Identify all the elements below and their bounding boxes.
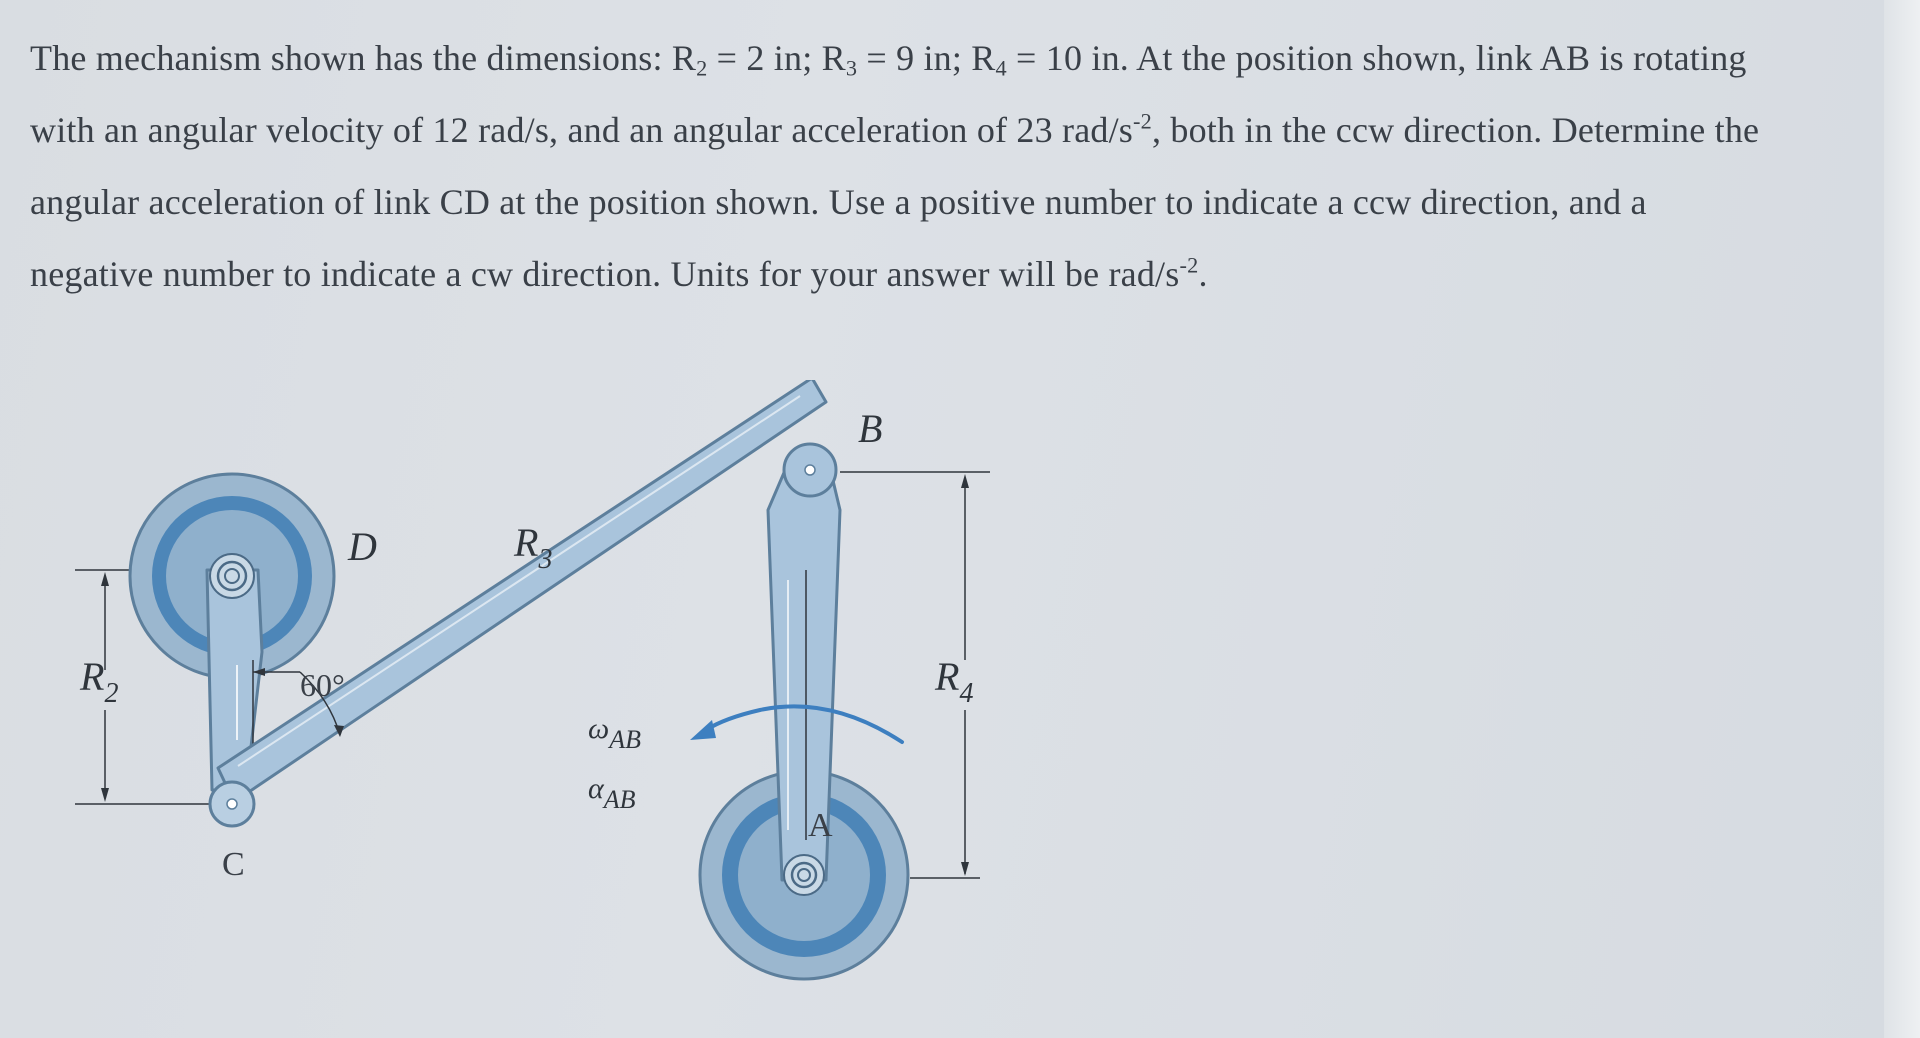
label-b: B [858,406,883,451]
label-c: C [222,846,245,883]
label-omega-ab: ωAB [588,712,641,754]
screen-edge [1884,0,1920,1038]
pivot-d [210,554,254,598]
subscript: 2 [696,55,708,81]
superscript: -2 [1179,252,1199,278]
label-d: D [348,524,377,569]
label-r2: $R_2$ [80,654,119,709]
problem-text: = 9 in; R [857,38,996,78]
pivot-a [784,855,824,895]
problem-text: negative number to indicate a cw direction. Units for your answer will be rad/s [30,254,1180,294]
problem-line-2 [30,94,1880,166]
label-a: A [808,807,833,844]
label-r3: $R_3$ [514,520,553,575]
problem-line-1 [30,22,1880,94]
pivot-c [210,782,254,826]
problem-text: with an angular velocity of 12 rad/s, and an angular acceleration of 23 rad/s [30,110,1133,150]
mechanism-figure [0,380,1100,1020]
problem-text: , both in the ccw direction. Determine the [1152,110,1760,150]
label-alpha-ab: αAB [588,772,636,814]
pivot-b [784,444,836,496]
problem-line-3 [30,166,1880,238]
subscript: 4 [995,55,1007,81]
label-angle-60: 60° [300,667,345,703]
problem-line-4 [30,238,1880,310]
problem-text: = 10 in. At the position shown, link AB is rotating [1006,38,1747,78]
problem-text: . [1198,254,1208,294]
problem-text: The mechanism shown has the dimensions: R [30,38,697,78]
label-r4: $R_4$ [935,654,974,709]
subscript: 3 [845,55,858,81]
problem-text: angular acceleration of link CD at the position shown. Use a positive number to indicate a ccw direction, and a [30,182,1647,222]
problem-statement [30,22,1880,310]
superscript: -2 [1133,108,1152,134]
problem-text: = 2 in; R [707,38,846,78]
